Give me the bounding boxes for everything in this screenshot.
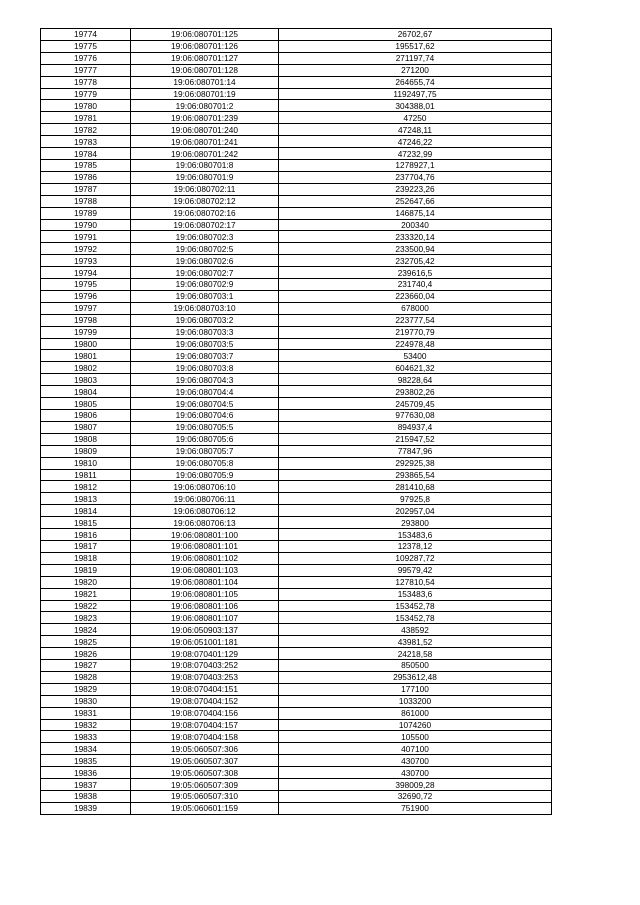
amount-cell: 1074260 [279, 719, 552, 731]
cadastral-number-cell: 19:06:080702:12 [131, 195, 279, 207]
cadastral-number-cell: 19:08:070404:157 [131, 719, 279, 731]
table-row [41, 267, 552, 279]
amount-cell: 47232,99 [279, 148, 552, 160]
cadastral-number-cell: 19:06:080703:2 [131, 314, 279, 326]
table-row [41, 636, 552, 648]
table-row [41, 64, 552, 76]
cadastral-number-cell: 19:06:080701:2 [131, 100, 279, 112]
table-row [41, 540, 552, 552]
cadastral-number-cell: 19:06:080703:7 [131, 350, 279, 362]
cadastral-number-cell: 19:06:080705:6 [131, 433, 279, 445]
amount-cell: 109287,72 [279, 552, 552, 564]
table-row [41, 421, 552, 433]
table-row [41, 445, 552, 457]
amount-cell: 202957,04 [279, 505, 552, 517]
table-row [41, 207, 552, 219]
amount-cell: 430700 [279, 755, 552, 767]
cadastral-number-cell: 19:06:080801:105 [131, 588, 279, 600]
table-row [41, 159, 552, 171]
table-row [41, 564, 552, 576]
amount-cell: 894937,4 [279, 421, 552, 433]
amount-cell: 219770,79 [279, 326, 552, 338]
amount-cell: 264655,74 [279, 76, 552, 88]
row-number-cell: 19831 [41, 707, 131, 719]
row-number-cell: 19804 [41, 386, 131, 398]
table-row [41, 386, 552, 398]
amount-cell: 271200 [279, 64, 552, 76]
cadastral-number-cell: 19:06:080705:7 [131, 445, 279, 457]
table-row [41, 362, 552, 374]
cadastral-number-cell: 19:05:060507:308 [131, 767, 279, 779]
cadastral-number-cell: 19:06:080703:5 [131, 338, 279, 350]
table-row [41, 731, 552, 743]
cadastral-number-cell: 19:06:080801:102 [131, 552, 279, 564]
cadastral-number-cell: 19:06:080702:6 [131, 255, 279, 267]
amount-cell: 233320,14 [279, 231, 552, 243]
table-row [41, 767, 552, 779]
amount-cell: 47246,22 [279, 136, 552, 148]
amount-cell: 127810,54 [279, 576, 552, 588]
amount-cell: 398009,28 [279, 779, 552, 791]
table-row [41, 588, 552, 600]
table-row [41, 612, 552, 624]
table-row [41, 76, 552, 88]
table-row [41, 802, 552, 814]
row-number-cell: 19785 [41, 159, 131, 171]
amount-cell: 99579,42 [279, 564, 552, 576]
row-number-cell: 19832 [41, 719, 131, 731]
table-row [41, 493, 552, 505]
row-number-cell: 19821 [41, 588, 131, 600]
row-number-cell: 19817 [41, 540, 131, 552]
table-row [41, 600, 552, 612]
amount-cell: 232705,42 [279, 255, 552, 267]
row-number-cell: 19814 [41, 505, 131, 517]
cadastral-number-cell: 19:06:080706:13 [131, 517, 279, 529]
row-number-cell: 19809 [41, 445, 131, 457]
amount-cell: 1278927,1 [279, 159, 552, 171]
cadastral-number-cell: 19:06:080801:101 [131, 540, 279, 552]
row-number-cell: 19797 [41, 302, 131, 314]
amount-cell: 200340 [279, 219, 552, 231]
cadastral-number-cell: 19:06:080704:3 [131, 374, 279, 386]
row-number-cell: 19782 [41, 124, 131, 136]
row-number-cell: 19783 [41, 136, 131, 148]
row-number-cell: 19815 [41, 517, 131, 529]
cadastral-number-cell: 19:06:080702:16 [131, 207, 279, 219]
amount-cell: 678000 [279, 302, 552, 314]
cadastral-number-cell: 19:06:080701:240 [131, 124, 279, 136]
amount-cell: 223660,04 [279, 290, 552, 302]
cadastral-number-cell: 19:05:060507:310 [131, 791, 279, 803]
row-number-cell: 19812 [41, 481, 131, 493]
row-number-cell: 19834 [41, 743, 131, 755]
cadastral-number-cell: 19:06:080704:4 [131, 386, 279, 398]
cadastral-number-cell: 19:06:080702:7 [131, 267, 279, 279]
table-row [41, 719, 552, 731]
cadastral-number-cell: 19:08:070401:129 [131, 648, 279, 660]
table-row [41, 52, 552, 64]
amount-cell: 195517,62 [279, 40, 552, 52]
amount-cell: 43981,52 [279, 636, 552, 648]
amount-cell: 293800 [279, 517, 552, 529]
cadastral-number-cell: 19:05:060507:307 [131, 755, 279, 767]
cadastral-number-cell: 19:06:080705:8 [131, 457, 279, 469]
cadastral-number-cell: 19:06:080701:241 [131, 136, 279, 148]
row-number-cell: 19839 [41, 802, 131, 814]
records-table [40, 28, 552, 815]
table-row [41, 326, 552, 338]
records-table-body [41, 29, 552, 815]
cadastral-number-cell: 19:06:080701:127 [131, 52, 279, 64]
cadastral-number-cell: 19:06:080706:10 [131, 481, 279, 493]
table-row [41, 779, 552, 791]
row-number-cell: 19776 [41, 52, 131, 64]
table-row [41, 350, 552, 362]
amount-cell: 153483,6 [279, 529, 552, 541]
row-number-cell: 19786 [41, 171, 131, 183]
row-number-cell: 19835 [41, 755, 131, 767]
cadastral-number-cell: 19:06:080702:11 [131, 183, 279, 195]
cadastral-number-cell: 19:06:080701:239 [131, 112, 279, 124]
cadastral-number-cell: 19:08:070404:151 [131, 683, 279, 695]
amount-cell: 604621,32 [279, 362, 552, 374]
table-row [41, 755, 552, 767]
table-row [41, 433, 552, 445]
row-number-cell: 19803 [41, 374, 131, 386]
row-number-cell: 19833 [41, 731, 131, 743]
table-row [41, 255, 552, 267]
amount-cell: 2953612,48 [279, 671, 552, 683]
amount-cell: 177100 [279, 683, 552, 695]
row-number-cell: 19793 [41, 255, 131, 267]
row-number-cell: 19805 [41, 398, 131, 410]
cadastral-number-cell: 19:06:080703:10 [131, 302, 279, 314]
table-row [41, 148, 552, 160]
row-number-cell: 19795 [41, 279, 131, 291]
cadastral-number-cell: 19:06:080701:128 [131, 64, 279, 76]
amount-cell: 304388,01 [279, 100, 552, 112]
table-row [41, 195, 552, 207]
row-number-cell: 19790 [41, 219, 131, 231]
amount-cell: 98228,64 [279, 374, 552, 386]
table-row [41, 576, 552, 588]
amount-cell: 24218,58 [279, 648, 552, 660]
table-row [41, 302, 552, 314]
amount-cell: 281410,68 [279, 481, 552, 493]
amount-cell: 245709,45 [279, 398, 552, 410]
amount-cell: 223777,54 [279, 314, 552, 326]
table-row [41, 648, 552, 660]
table-row [41, 124, 552, 136]
amount-cell: 233500,94 [279, 243, 552, 255]
row-number-cell: 19820 [41, 576, 131, 588]
row-number-cell: 19799 [41, 326, 131, 338]
cadastral-number-cell: 19:08:070403:252 [131, 660, 279, 672]
row-number-cell: 19825 [41, 636, 131, 648]
row-number-cell: 19807 [41, 421, 131, 433]
amount-cell: 77847,96 [279, 445, 552, 457]
table-row [41, 517, 552, 529]
table-row [41, 481, 552, 493]
table-row [41, 219, 552, 231]
row-number-cell: 19808 [41, 433, 131, 445]
cadastral-number-cell: 19:06:080701:14 [131, 76, 279, 88]
row-number-cell: 19826 [41, 648, 131, 660]
table-row [41, 183, 552, 195]
row-number-cell: 19830 [41, 695, 131, 707]
row-number-cell: 19775 [41, 40, 131, 52]
amount-cell: 224978,48 [279, 338, 552, 350]
amount-cell: 239223,26 [279, 183, 552, 195]
cadastral-number-cell: 19:06:080702:17 [131, 219, 279, 231]
row-number-cell: 19824 [41, 624, 131, 636]
amount-cell: 97925,8 [279, 493, 552, 505]
amount-cell: 1192497,75 [279, 88, 552, 100]
table-row [41, 469, 552, 481]
amount-cell: 1033200 [279, 695, 552, 707]
amount-cell: 977630,08 [279, 410, 552, 422]
table-row [41, 671, 552, 683]
cadastral-number-cell: 19:06:080705:5 [131, 421, 279, 433]
cadastral-number-cell: 19:06:080701:126 [131, 40, 279, 52]
row-number-cell: 19836 [41, 767, 131, 779]
row-number-cell: 19838 [41, 791, 131, 803]
cadastral-number-cell: 19:06:080704:6 [131, 410, 279, 422]
row-number-cell: 19796 [41, 290, 131, 302]
row-number-cell: 19822 [41, 600, 131, 612]
row-number-cell: 19801 [41, 350, 131, 362]
amount-cell: 237704,76 [279, 171, 552, 183]
row-number-cell: 19791 [41, 231, 131, 243]
amount-cell: 751900 [279, 802, 552, 814]
cadastral-number-cell: 19:05:060507:309 [131, 779, 279, 791]
amount-cell: 430700 [279, 767, 552, 779]
cadastral-number-cell: 19:06:080703:8 [131, 362, 279, 374]
row-number-cell: 19823 [41, 612, 131, 624]
amount-cell: 252647,66 [279, 195, 552, 207]
cadastral-number-cell: 19:06:080701:8 [131, 159, 279, 171]
table-row [41, 100, 552, 112]
amount-cell: 292925,38 [279, 457, 552, 469]
row-number-cell: 19802 [41, 362, 131, 374]
table-row [41, 231, 552, 243]
amount-cell: 293865,54 [279, 469, 552, 481]
table-row [41, 695, 552, 707]
row-number-cell: 19780 [41, 100, 131, 112]
row-number-cell: 19813 [41, 493, 131, 505]
cadastral-number-cell: 19:06:080801:107 [131, 612, 279, 624]
row-number-cell: 19798 [41, 314, 131, 326]
row-number-cell: 19778 [41, 76, 131, 88]
amount-cell: 53400 [279, 350, 552, 362]
amount-cell: 407100 [279, 743, 552, 755]
cadastral-number-cell: 19:06:080705:9 [131, 469, 279, 481]
amount-cell: 47248,11 [279, 124, 552, 136]
cadastral-number-cell: 19:06:080801:104 [131, 576, 279, 588]
amount-cell: 153452,78 [279, 600, 552, 612]
amount-cell: 26702,67 [279, 29, 552, 41]
table-row [41, 791, 552, 803]
amount-cell: 47250 [279, 112, 552, 124]
row-number-cell: 19837 [41, 779, 131, 791]
cadastral-number-cell: 19:06:080703:1 [131, 290, 279, 302]
table-row [41, 29, 552, 41]
table-row [41, 743, 552, 755]
cadastral-number-cell: 19:08:070404:158 [131, 731, 279, 743]
cadastral-number-cell: 19:06:080801:106 [131, 600, 279, 612]
table-row [41, 707, 552, 719]
amount-cell: 105500 [279, 731, 552, 743]
row-number-cell: 19810 [41, 457, 131, 469]
cadastral-number-cell: 19:08:070404:152 [131, 695, 279, 707]
row-number-cell: 19789 [41, 207, 131, 219]
cadastral-number-cell: 19:06:080706:12 [131, 505, 279, 517]
table-row [41, 683, 552, 695]
amount-cell: 239616,5 [279, 267, 552, 279]
row-number-cell: 19806 [41, 410, 131, 422]
cadastral-number-cell: 19:06:080704:5 [131, 398, 279, 410]
table-row [41, 40, 552, 52]
row-number-cell: 19819 [41, 564, 131, 576]
amount-cell: 438592 [279, 624, 552, 636]
row-number-cell: 19794 [41, 267, 131, 279]
amount-cell: 153452,78 [279, 612, 552, 624]
row-number-cell: 19800 [41, 338, 131, 350]
table-row [41, 290, 552, 302]
table-row [41, 552, 552, 564]
cadastral-number-cell: 19:06:080701:125 [131, 29, 279, 41]
amount-cell: 32690,72 [279, 791, 552, 803]
cadastral-number-cell: 19:06:080801:103 [131, 564, 279, 576]
amount-cell: 12378,12 [279, 540, 552, 552]
table-row [41, 279, 552, 291]
table-row [41, 624, 552, 636]
cadastral-number-cell: 19:06:080702:5 [131, 243, 279, 255]
cadastral-number-cell: 19:06:050903:137 [131, 624, 279, 636]
cadastral-number-cell: 19:06:080701:242 [131, 148, 279, 160]
cadastral-number-cell: 19:08:070404:156 [131, 707, 279, 719]
table-row [41, 171, 552, 183]
table-row [41, 410, 552, 422]
table-row [41, 338, 552, 350]
table-row [41, 660, 552, 672]
row-number-cell: 19779 [41, 88, 131, 100]
row-number-cell: 19777 [41, 64, 131, 76]
row-number-cell: 19784 [41, 148, 131, 160]
cadastral-number-cell: 19:06:080701:19 [131, 88, 279, 100]
table-row [41, 136, 552, 148]
amount-cell: 153483,6 [279, 588, 552, 600]
table-row [41, 112, 552, 124]
amount-cell: 231740,4 [279, 279, 552, 291]
cadastral-number-cell: 19:05:060601:159 [131, 802, 279, 814]
table-row [41, 398, 552, 410]
amount-cell: 271197,74 [279, 52, 552, 64]
cadastral-number-cell: 19:06:080701:9 [131, 171, 279, 183]
cadastral-number-cell: 19:06:080702:9 [131, 279, 279, 291]
cadastral-number-cell: 19:05:060507:306 [131, 743, 279, 755]
amount-cell: 293802,26 [279, 386, 552, 398]
table-row [41, 374, 552, 386]
amount-cell: 861000 [279, 707, 552, 719]
row-number-cell: 19811 [41, 469, 131, 481]
cadastral-number-cell: 19:06:080703:3 [131, 326, 279, 338]
row-number-cell: 19828 [41, 671, 131, 683]
row-number-cell: 19792 [41, 243, 131, 255]
cadastral-number-cell: 19:08:070403:253 [131, 671, 279, 683]
cadastral-number-cell: 19:06:080801:100 [131, 529, 279, 541]
table-row [41, 457, 552, 469]
row-number-cell: 19788 [41, 195, 131, 207]
table-row [41, 314, 552, 326]
amount-cell: 215947,52 [279, 433, 552, 445]
row-number-cell: 19787 [41, 183, 131, 195]
amount-cell: 850500 [279, 660, 552, 672]
row-number-cell: 19774 [41, 29, 131, 41]
row-number-cell: 19818 [41, 552, 131, 564]
row-number-cell: 19816 [41, 529, 131, 541]
table-row [41, 243, 552, 255]
table-row [41, 88, 552, 100]
table-row [41, 505, 552, 517]
table-row [41, 529, 552, 541]
cadastral-number-cell: 19:06:051001:181 [131, 636, 279, 648]
amount-cell: 146875,14 [279, 207, 552, 219]
row-number-cell: 19829 [41, 683, 131, 695]
cadastral-number-cell: 19:06:080702:3 [131, 231, 279, 243]
cadastral-number-cell: 19:06:080706:11 [131, 493, 279, 505]
row-number-cell: 19781 [41, 112, 131, 124]
row-number-cell: 19827 [41, 660, 131, 672]
